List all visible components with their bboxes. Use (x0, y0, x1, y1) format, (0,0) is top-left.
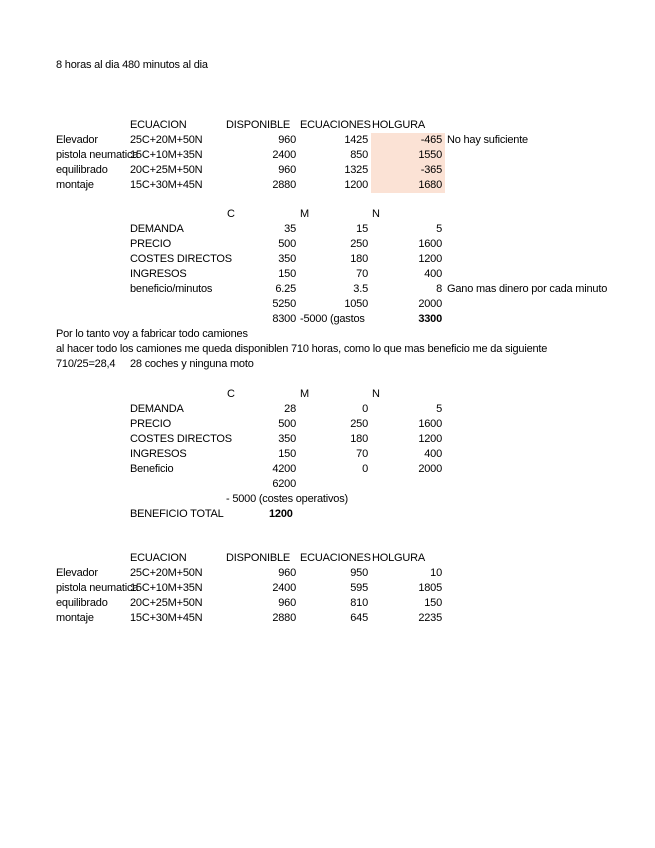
t3-row-n: 2000 (418, 463, 442, 475)
t4-header-holgura: HOLGURA (372, 552, 425, 564)
t2-row-label: beneficio/minutos (130, 283, 213, 295)
t1-header-holgura: HOLGURA (372, 119, 425, 131)
t3-row-label: COSTES DIRECTOS (130, 433, 232, 445)
t2-row-n: 8 (436, 283, 442, 295)
t4-row-holgura: 150 (424, 597, 442, 609)
t3-subtotal: 6200 (272, 478, 296, 490)
t4-row-ecuaciones: 645 (350, 612, 368, 624)
t1-row-ecuaciones: 1425 (344, 134, 368, 146)
t4-row-name: Elevador (56, 567, 98, 579)
t4-row-disponible: 960 (278, 597, 296, 609)
t3-row-m: 180 (350, 433, 368, 445)
intro-text: 8 horas al dia 480 minutos al dia (56, 59, 208, 71)
t1-row-holgura: -365 (420, 164, 442, 176)
t1-header-disponible: DISPONIBLE (226, 119, 291, 131)
t4-row-holgura: 2235 (418, 612, 442, 624)
t4-row-disponible: 960 (278, 567, 296, 579)
t4-row-disponible: 2880 (272, 612, 296, 624)
t2-row-c: 35 (284, 223, 296, 235)
t2-row-n: 3300 (418, 313, 442, 325)
t3-row-c: 150 (278, 448, 296, 460)
t3-total-label: BENEFICIO TOTAL (130, 508, 224, 520)
t3-costes-operativos: - 5000 (costes operativos) (226, 493, 348, 505)
t3-row-c: 4200 (272, 463, 296, 475)
t1-row-disponible: 960 (278, 164, 296, 176)
t4-row-ecuaciones: 950 (350, 567, 368, 579)
t1-row-note: No hay suficiente (447, 134, 528, 146)
t4-header-ecuacion: ECUACION (130, 552, 187, 564)
t2-row-label: PRECIO (130, 238, 171, 250)
t3-row-c: 350 (278, 433, 296, 445)
t1-row-equation: 25C+20M+50N (130, 134, 203, 146)
t1-row-name: montaje (56, 179, 94, 191)
t2-row-n: 5 (436, 223, 442, 235)
t3-header-c: C (227, 388, 235, 400)
t3-row-c: 28 (284, 403, 296, 415)
t4-row-equation: 25C+20M+50N (130, 567, 203, 579)
t1-header-ecuacion: ECUACION (130, 119, 187, 131)
t1-row-disponible: 2880 (272, 179, 296, 191)
t2-row-c: 500 (278, 238, 296, 250)
t3-row-n: 1200 (418, 433, 442, 445)
t2-row-c: 8300 (272, 313, 296, 325)
t3-row-m: 70 (356, 448, 368, 460)
t1-header-ecuaciones: ECUACIONES (300, 119, 371, 131)
t2-row-label: DEMANDA (130, 223, 184, 235)
t4-header-ecuaciones: ECUACIONES (300, 552, 371, 564)
t1-row-name: equilibrado (56, 164, 108, 176)
t3-total-value: 1200 (269, 508, 293, 520)
t1-row-ecuaciones: 850 (350, 149, 368, 161)
t2-row-n: 2000 (418, 298, 442, 310)
t2-header-c: C (227, 208, 235, 220)
t3-row-m: 0 (362, 403, 368, 415)
t1-row-name: pistola neumatica (56, 149, 139, 161)
t4-row-holgura: 1805 (418, 582, 442, 594)
t3-header-m: M (300, 388, 309, 400)
t2-row-m: 1050 (344, 298, 368, 310)
t2-row-m: 70 (356, 268, 368, 280)
t4-row-equation: 15C+30M+45N (130, 612, 203, 624)
t4-row-equation: 20C+25M+50N (130, 597, 203, 609)
t4-row-equation: 15C+10M+35N (130, 582, 203, 594)
t1-row-name: Elevador (56, 134, 98, 146)
t2-row-m: 250 (350, 238, 368, 250)
t2-row-n: 400 (424, 268, 442, 280)
t1-row-equation: 15C+30M+45N (130, 179, 203, 191)
t2-row-n: 1600 (418, 238, 442, 250)
t3-row-n: 400 (424, 448, 442, 460)
t2-header-m: M (300, 208, 309, 220)
t2-row-m: 15 (356, 223, 368, 235)
conclusion-line1: Por lo tanto voy a fabricar todo camiones (56, 328, 248, 340)
t2-row-n: 1200 (418, 253, 442, 265)
t4-row-holgura: 10 (430, 567, 442, 579)
t2-header-n: N (372, 208, 380, 220)
t2-row-c: 6.25 (275, 283, 296, 295)
t2-row-c: 350 (278, 253, 296, 265)
t4-row-ecuaciones: 595 (350, 582, 368, 594)
t2-row-m: 3.5 (353, 283, 368, 295)
t3-row-c: 500 (278, 418, 296, 430)
t3-row-m: 0 (362, 463, 368, 475)
t1-row-ecuaciones: 1200 (344, 179, 368, 191)
t1-row-holgura: 1680 (418, 179, 442, 191)
t2-row-label: INGRESOS (130, 268, 187, 280)
t4-row-name: equilibrado (56, 597, 108, 609)
t2-row-m: 180 (350, 253, 368, 265)
t3-row-label: PRECIO (130, 418, 171, 430)
t4-row-ecuaciones: 810 (350, 597, 368, 609)
t3-row-label: Beneficio (130, 463, 174, 475)
t3-row-n: 5 (436, 403, 442, 415)
t2-row-c: 5250 (272, 298, 296, 310)
t3-row-n: 1600 (418, 418, 442, 430)
t4-row-name: montaje (56, 612, 94, 624)
t3-header-n: N (372, 388, 380, 400)
t1-row-disponible: 2400 (272, 149, 296, 161)
t1-row-equation: 20C+25M+50N (130, 164, 203, 176)
conclusion-line2: al hacer todo los camiones me queda disponiblen 710 horas, como lo que mas beneficio me da siguiente (56, 343, 548, 355)
conclusion-line3b: 28 coches y ninguna moto (130, 358, 254, 370)
t2-row-label: COSTES DIRECTOS (130, 253, 232, 265)
t2-row-note: Gano mas dinero por cada minuto (447, 283, 608, 295)
conclusion-line3a: 710/25=28,4 (56, 358, 116, 370)
t1-row-disponible: 960 (278, 134, 296, 146)
t4-header-disponible: DISPONIBLE (226, 552, 291, 564)
t3-row-label: DEMANDA (130, 403, 184, 415)
t4-row-disponible: 2400 (272, 582, 296, 594)
t2-row-c: 150 (278, 268, 296, 280)
t1-row-ecuaciones: 1325 (344, 164, 368, 176)
t1-row-equation: 15C+10M+35N (130, 149, 203, 161)
t2-row-m: -5000 (gastos (300, 313, 365, 325)
t4-row-name: pistola neumatica (56, 582, 139, 594)
t3-row-label: INGRESOS (130, 448, 187, 460)
t1-row-holgura: -465 (420, 134, 442, 146)
t1-row-holgura: 1550 (418, 149, 442, 161)
t3-row-m: 250 (350, 418, 368, 430)
